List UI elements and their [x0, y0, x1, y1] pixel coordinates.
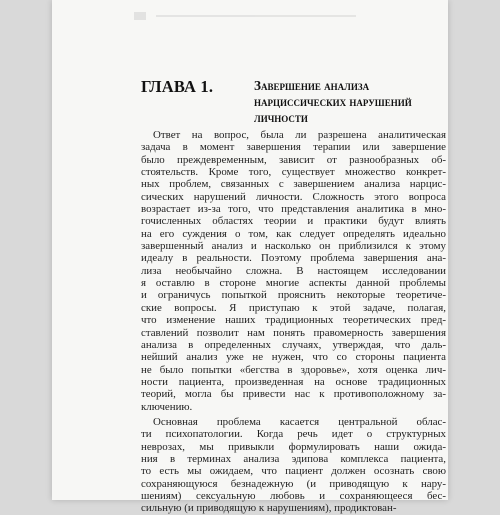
text-line: не было попытки «бегства в здоровье», хотя оценка лич- — [141, 363, 446, 376]
text-line: ных проблем, связанных с завершением анализа нарцис- — [141, 178, 446, 191]
text-line: гочисленных областях теории и практики будут влиять — [141, 215, 446, 228]
text-line: нейший анализ уже не нужен, что со стороны пациента — [141, 351, 446, 364]
text-line: Основная проблема касается центральной облас- — [153, 415, 446, 428]
text-line: что изменение наших традиционных теоретических пред- — [141, 314, 446, 327]
chapter-label: ГЛАВА 1. — [141, 77, 214, 96]
text-line: идеалу в реальности. Поэтому проблема завершения ана- — [141, 252, 446, 265]
text-line: я оставлю в стороне многие аспекты данной проблемы — [141, 277, 446, 290]
text-line: лиза необычайно сложна. В настоящем исследовании — [141, 264, 446, 277]
text-line: ключению. — [141, 400, 193, 413]
text-line: теорий, могла бы привести нас к противоположному за- — [141, 388, 446, 401]
text-line: Ответ на вопрос, была ли разрешена аналитическая — [153, 129, 446, 141]
text-line: ские вопросы. Я приступаю к этой задаче, полагая, — [141, 301, 446, 314]
faded-page-number — [134, 12, 146, 20]
text-line: шениям) сексуальную любовь и сохраняющееся бес- — [141, 489, 446, 502]
faded-header-line — [156, 15, 356, 17]
chapter-title-line: нарциссических нарушений — [254, 94, 412, 109]
text-line: неврозах, мы привыкли формулировать наши ожида- — [141, 440, 446, 453]
text-line: ти психопатологии. Когда речь идет о структурных — [141, 428, 446, 441]
text-line: возрастает из-за того, что представления аналитика в мно- — [141, 203, 446, 216]
text-line: задача в момент завершения терапии или завершение — [141, 141, 446, 154]
text-line: ставлений позволит нам понять правомерность завершения — [141, 326, 446, 339]
paragraph — [141, 129, 446, 413]
text-line: и ограничусь попыткой прояснить некоторые теоретиче- — [141, 289, 446, 302]
chapter-title — [254, 78, 454, 126]
chapter-title-line: личности — [254, 110, 308, 125]
text-line: завершенный анализ и насколько он приблизился к этому — [141, 240, 446, 253]
text-line: стоятельств. Кроме того, существует множество конкрет- — [141, 166, 446, 179]
paragraph — [141, 416, 446, 515]
book-page — [52, 0, 448, 515]
faded-running-header — [134, 12, 384, 26]
text-line: ности пациента, произведенная на основе традиционных — [141, 375, 446, 388]
text-line: сических нарушений личности. Сложность этого вопроса — [141, 190, 446, 203]
text-line: то есть мы ожидаем, что пациент должен осознать свою — [141, 465, 446, 478]
chapter-title-line: Завершение анализа — [254, 78, 370, 93]
text-line: анализа в определенных случаях, утверждая, что даль- — [141, 338, 446, 351]
text-line: сохраняющуюся безнадежную (и приводящую к нару- — [141, 477, 446, 490]
text-line: сильную (и приводящую к нарушениям), продиктован- — [141, 502, 397, 515]
text-line: ния в терминах анализа эдипова комплекса пациента, — [141, 452, 446, 465]
text-line: было преждевременным, зависит от разнообразных об- — [141, 153, 446, 166]
text-line: на его суждения о том, как следует определять идеально — [141, 227, 446, 240]
body-text — [141, 129, 446, 515]
